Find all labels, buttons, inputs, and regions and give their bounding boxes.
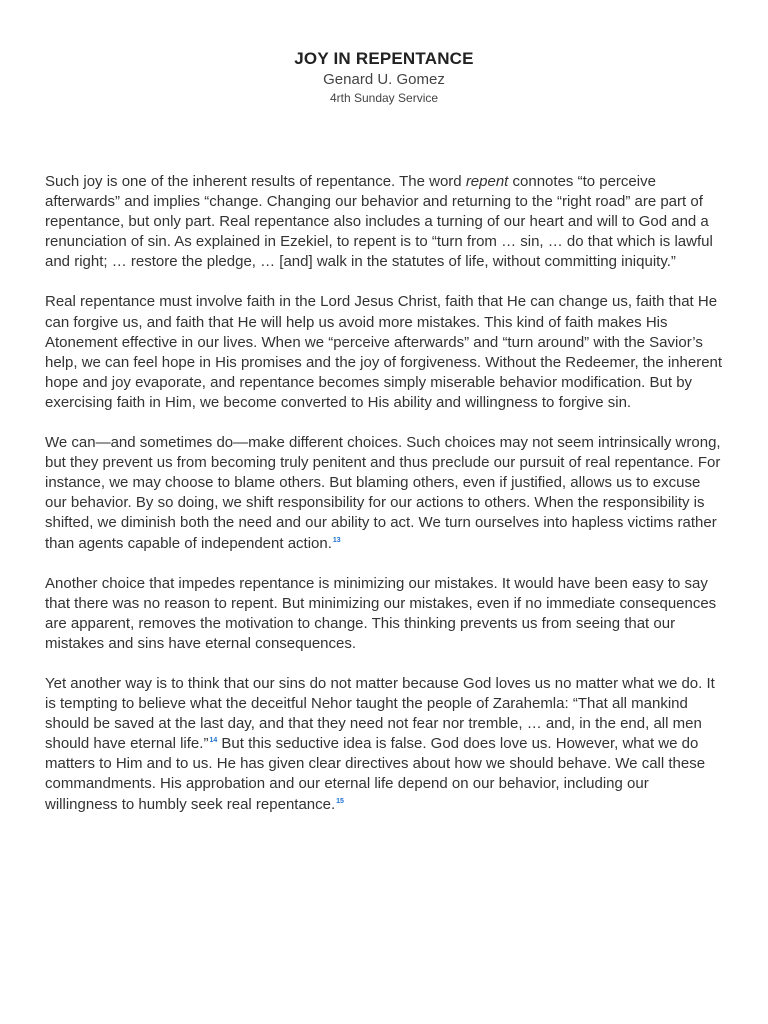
footnote-link-15[interactable]: 15 <box>336 797 344 805</box>
document-body <box>45 172 723 815</box>
footnote-link-13[interactable]: 13 <box>332 536 341 544</box>
document-header <box>45 0 723 106</box>
author-name: Genard U. Gomez <box>323 71 445 88</box>
paragraph-4: Another choice that impedes repentance is minimizing our mistakes. It would have been easy to say that there was no reason to repent. But minimizing our mistakes, even if no immediate consequences are apparent, removes the motivation to change. This thinking prevents us from seeing that our mistakes and sins have eternal consequences. <box>45 574 717 652</box>
paragraph-1 <box>45 172 723 272</box>
paragraph-5 <box>45 674 723 815</box>
footnote-link-14[interactable]: 14 <box>209 737 218 745</box>
paragraph-5-text-b: But this seductive idea is false. God does love us. However, what we do matters to Him and to us. He has given clear directives about how we should behave. We call these commandments. His approbation and our eternal life depend on our behavior, including our willingness to humbly seek real repentance. <box>45 735 706 813</box>
paragraph-3-text: We can—and sometimes do—make different choices. Such choices may not seem intrinsically wrong, but they prevent us from becoming truly penitent and thus preclude our pursuit of real repentance. For instance, we may choose to blame others. But blaming others, even if justified, allows us to excuse our behavior. By so doing, we shift responsibility for our actions to others. When the responsibility is shifted, we diminish both the need and our ability to act. We turn ourselves into hapless victims rather than agents capable of independent action. <box>45 434 721 552</box>
paragraph-3 <box>45 433 723 554</box>
paragraph-2: Real repentance must involve faith in the Lord Jesus Christ, faith that He can change us, faith that He can forgive us, and faith that He will help us avoid more mistakes. This kind of faith makes His Atonement effective in our lives. When we “perceive afterwards” and “turn around” with the Savior’s help, we can feel hope in His promises and the joy of forgiveness. Without the Redeemer, the inherent hope and joy evaporate, and repentance becomes simply miserable behavior modification. But by exercising faith in Him, we become converted to His ability and willingness to forgive sin. <box>45 293 723 411</box>
paragraph-5-text-a: Yet another way is to think that our sins do not matter because God loves us no matter what we do. It is tempting to believe what the deceitful Nehor taught the people of Zarahemla: “That all mankind should be saved at the last day, and that they need not fear nor tremble, … and, in the end, all men should have eternal life.” <box>45 674 715 753</box>
document-title: JOY IN REPENTANCE <box>294 49 474 68</box>
emphasis-repent: repent <box>465 173 509 190</box>
paragraph-1-text-a: Such joy is one of the inherent results of repentance. The word <box>45 173 466 190</box>
service-label: 4rth Sunday Service <box>329 91 439 105</box>
paragraph-1-text-b: connotes “to perceive afterwards” and implies “change. Changing our behavior and returning to the “right road” are part of repentance, but only part. Real repentance also includes a turning of our heart and will to God and a renunciation of sin. As explained in Ezekiel, to repent is to “turn from … sin, … do that which is lawful and right; … restore the pledge, … [and] walk in the statutes of life, without committing iniquity.” <box>45 173 713 271</box>
